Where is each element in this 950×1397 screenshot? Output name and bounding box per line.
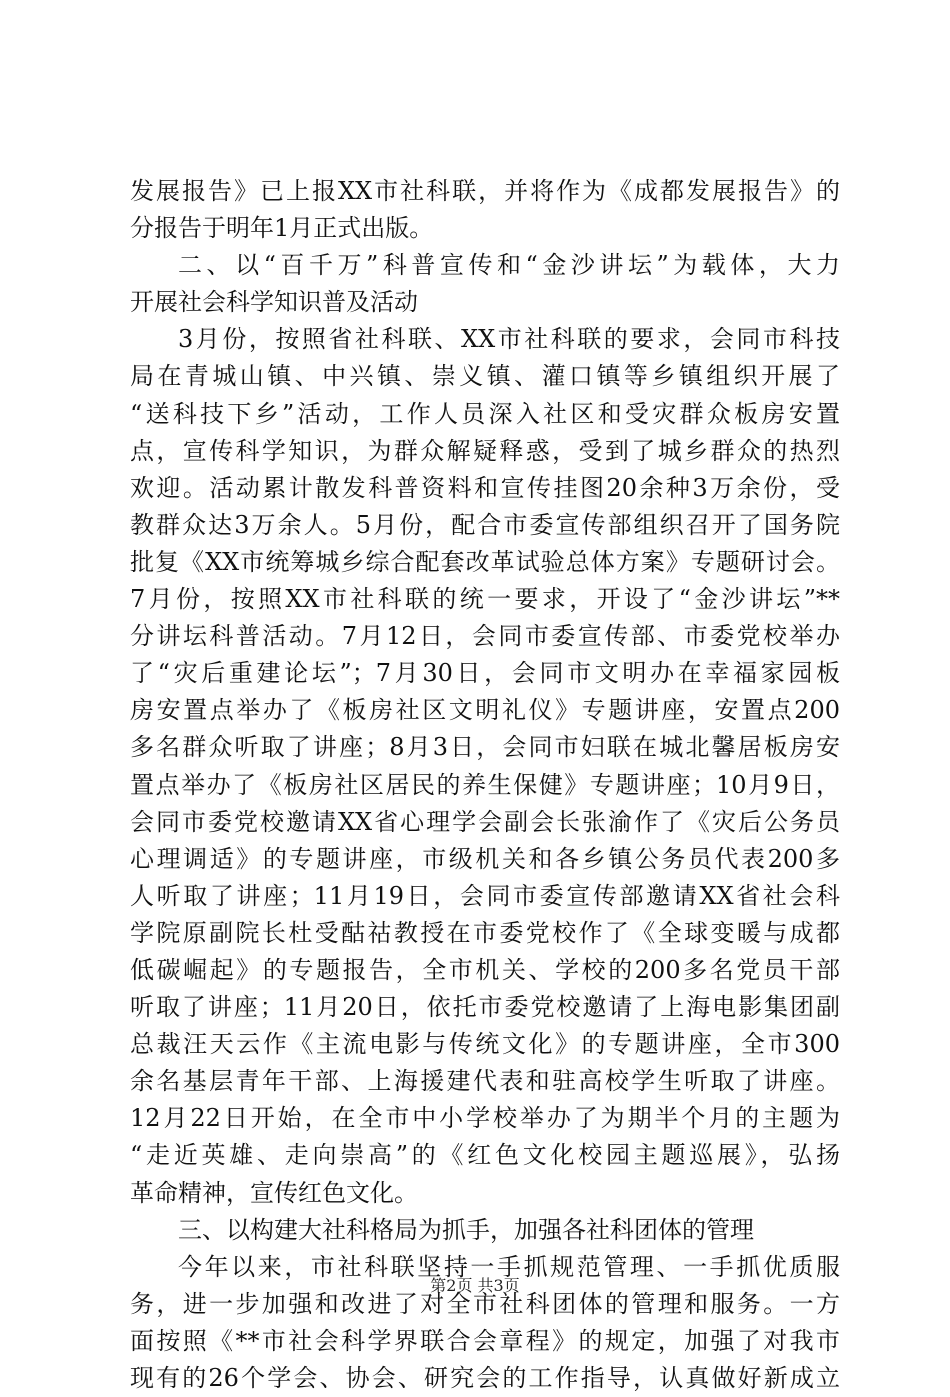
text-line: 心理调适》的专题讲座，市级机关和各乡镇公务员代表200多 [130, 844, 840, 873]
text-line: 批复《XX市统筹城乡综合配套改革试验总体方案》专题研讨会。 [130, 547, 840, 576]
text-line: “走近英雄、走向崇高”的《红色文化校园主题巡展》，弘扬 [130, 1141, 840, 1170]
text-line: 余名基层青年干部、上海援建代表和驻高校学生听取了讲座。 [130, 1067, 840, 1096]
text-line: 革命精神，宣传红色文化。 [130, 1178, 418, 1207]
text-line: 分报告于明年1月正式出版。 [130, 214, 434, 243]
text-line: 今年以来，市社科联坚持一手抓规范管理、一手抓优质服 [178, 1252, 840, 1281]
text-line: 多名群众听取了讲座；8月3日，会同市妇联在城北馨居板房安 [130, 733, 840, 762]
text-line: “送科技下乡”活动，工作人员深入社区和受灾群众板房安置 [130, 399, 840, 428]
text-line: 7月份，按照XX市社科联的统一要求，开设了“金沙讲坛”** [130, 585, 840, 614]
text-line: 低碳崛起》的专题报告，全市机关、学校的200多名党员干部 [130, 955, 840, 984]
text-line: 分讲坛科普活动。7月12日，会同市委宣传部、市委党校举办 [130, 622, 840, 651]
text-line: 会同市委党校邀请XX省心理学会副会长张渝作了《灾后公务员 [130, 807, 840, 836]
text-line: 置点举办了《板房社区居民的养生保健》专题讲座；10月9日， [130, 770, 840, 799]
text-line: 听取了讲座；11月20日，依托市委党校邀请了上海电影集团副 [130, 993, 840, 1022]
document-body [130, 173, 840, 1397]
text-line: 开展社会科学知识普及活动 [130, 288, 418, 317]
text-line: 现有的26个学会、协会、研究会的工作指导，认真做好新成立 [130, 1364, 840, 1392]
text-line: 房安置点举办了《板房社区文明礼仪》专题讲座，安置点200 [130, 696, 840, 725]
text-line: 三、以构建大社科格局为抓手，加强各社科团体的管理 [178, 1215, 754, 1244]
text-line: 务，进一步加强和改进了对全市社科团体的管理和服务。一方 [130, 1289, 840, 1318]
page-footer: 第2页 共3页 [430, 1276, 520, 1295]
text-line: 面按照《**市社会科学界联合会章程》的规定，加强了对我市 [130, 1326, 840, 1355]
text-line: 欢迎。活动累计散发科普资料和宣传挂图20余种3万余份，受 [130, 473, 840, 502]
text-line: 点，宣传科学知识，为群众解疑释惑，受到了城乡群众的热烈 [130, 436, 840, 465]
text-line: 总裁汪天云作《主流电影与传统文化》的专题讲座，全市300 [130, 1030, 840, 1059]
text-line: 了“灾后重建论坛”；7月30日，会同市文明办在幸福家园板 [130, 659, 840, 688]
text-line: 人听取了讲座；11月19日，会同市委宣传部邀请XX省社会科 [130, 881, 840, 910]
text-line: 学院原副院长杜受酤祜教授在市委党校作了《全球变暖与成都 [130, 918, 840, 947]
text-line: 二、以“百千万”科普宣传和“金沙讲坛”为载体，大力 [178, 251, 840, 280]
text-line: 教群众达3万余人。5月份，配合市委宣传部组织召开了国务院 [130, 510, 840, 539]
text-line: 局在青城山镇、中兴镇、崇义镇、灌口镇等乡镇组织开展了 [130, 362, 840, 391]
text-line: 发展报告》已上报XX市社科联，并将作为《成都发展报告》的 [130, 177, 840, 205]
text-line: 12月22日开始，在全市中小学校举办了为期半个月的主题为 [130, 1104, 840, 1133]
text-line: 3月份，按照省社科联、XX市社科联的要求，会同市科技 [178, 325, 840, 354]
